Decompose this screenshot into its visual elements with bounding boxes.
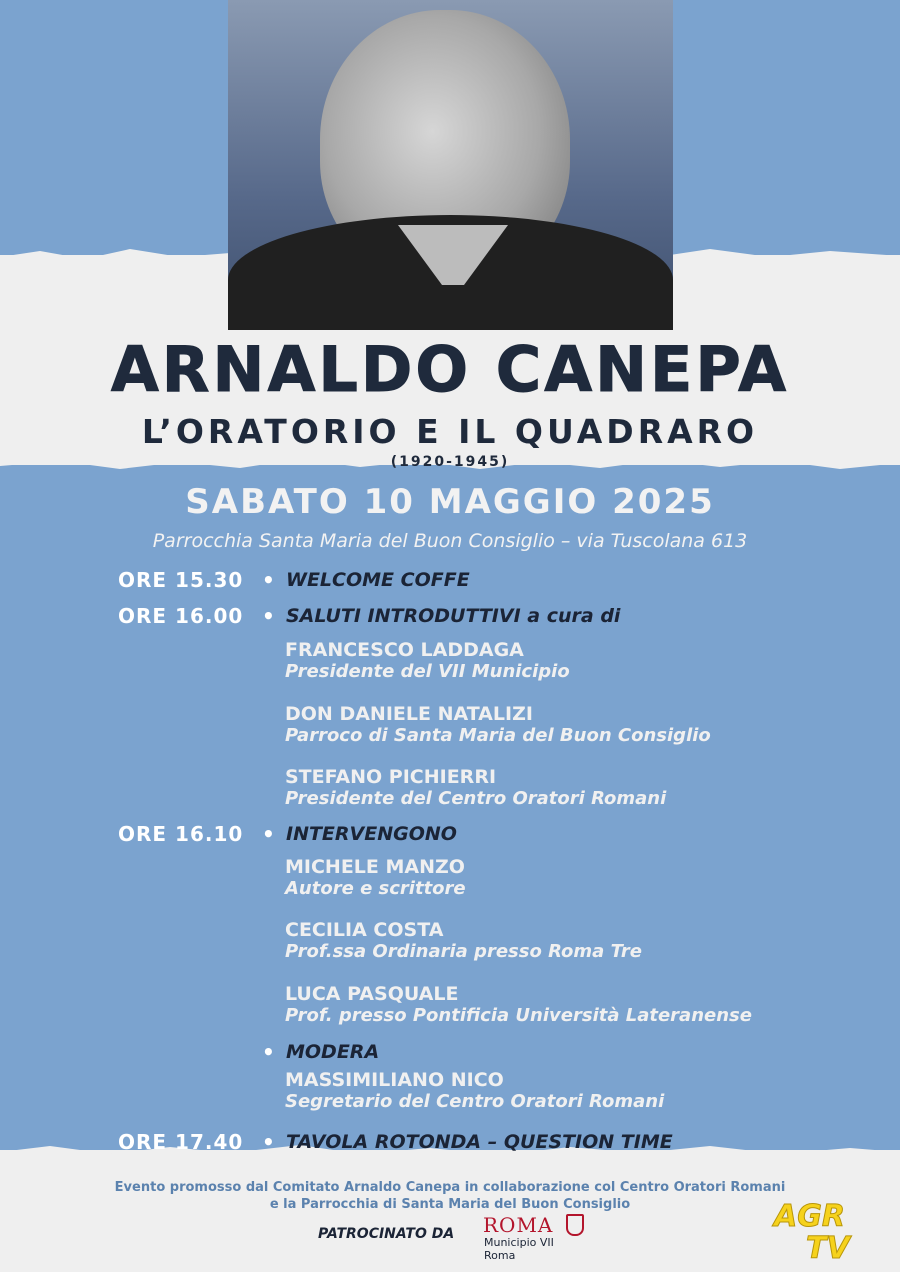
bullet: • (262, 568, 275, 592)
page-subtitle: L’ORATORIO E IL QUADRARO (141, 412, 759, 451)
svg-text:AGR: AGR (774, 1199, 845, 1234)
page-title: ARNALDO CANEPA (110, 333, 790, 406)
municipio-name: Municipio VII (484, 1236, 554, 1249)
bullet: • (262, 1040, 275, 1064)
activity-text: SALUTI INTRODUTTIVI (286, 605, 521, 627)
speaker-role: Presidente del VII Municipio (285, 661, 570, 682)
speaker-role: Autore e scrittore (285, 878, 466, 899)
speaker-name: DON DANIELE NATALIZI (285, 703, 533, 725)
speaker-name: LUCA PASQUALE (285, 983, 459, 1005)
bullet: • (262, 1130, 275, 1154)
speaker-role: Prof.ssa Ordinaria presso Roma Tre (285, 941, 642, 962)
schedule-activity: TAVOLA ROTONDA – QUESTION TIME (286, 1131, 673, 1153)
schedule-activity (286, 605, 620, 627)
schedule-time: ORE 16.10 (118, 822, 244, 846)
speaker-name: MICHELE MANZO (285, 856, 465, 878)
activity-suffix: a cura di (527, 605, 621, 627)
speaker-role: Segretario del Centro Oratori Romani (285, 1091, 665, 1112)
bullet: • (262, 604, 275, 628)
speaker-name: STEFANO PICHIERRI (285, 766, 497, 788)
promoter-line: Evento promosso dal Comitato Arnaldo Canepa in collaborazione col Centro Oratori Romani (114, 1180, 786, 1195)
roma-shield-icon (566, 1214, 584, 1236)
roma-logo-text: ROMA (483, 1213, 554, 1237)
speaker-role: Parroco di Santa Maria del Buon Consiglio (285, 725, 711, 746)
svg-text:TV: TV (806, 1231, 850, 1262)
bullet: • (262, 822, 275, 846)
event-venue: Parrocchia Santa Maria del Buon Consiglio – via Tuscolana 613 (152, 530, 748, 552)
speaker-role: Presidente del Centro Oratori Romani (285, 788, 667, 809)
schedule-activity: WELCOME COFFE (286, 569, 470, 591)
speaker-name: FRANCESCO LADDAGA (285, 639, 524, 661)
schedule-time: ORE 15.30 (118, 568, 244, 592)
speaker-name: CECILIA COSTA (285, 919, 444, 941)
schedule-time: ORE 17.40 (118, 1130, 244, 1154)
schedule-time: ORE 16.00 (118, 604, 244, 628)
speaker-name: MASSIMILIANO NICO (285, 1069, 504, 1091)
schedule-activity: MODERA (286, 1041, 380, 1063)
municipio-label (484, 1236, 554, 1262)
promoter-line: e la Parrocchia di Santa Maria del Buon Consiglio (269, 1197, 631, 1212)
event-date: SABATO 10 MAGGIO 2025 (185, 482, 715, 522)
portrait-photo (228, 0, 673, 330)
schedule-activity: INTERVENGONO (286, 823, 457, 845)
years-range: (1920-1945) (390, 454, 510, 470)
promoter-note (0, 1179, 900, 1213)
patronage-label: PATROCINATO DA (318, 1226, 455, 1242)
municipio-city: Roma (484, 1249, 516, 1262)
agr-tv-logo (770, 1196, 885, 1262)
speaker-role: Prof. presso Pontificia Università Lateranense (285, 1005, 752, 1026)
